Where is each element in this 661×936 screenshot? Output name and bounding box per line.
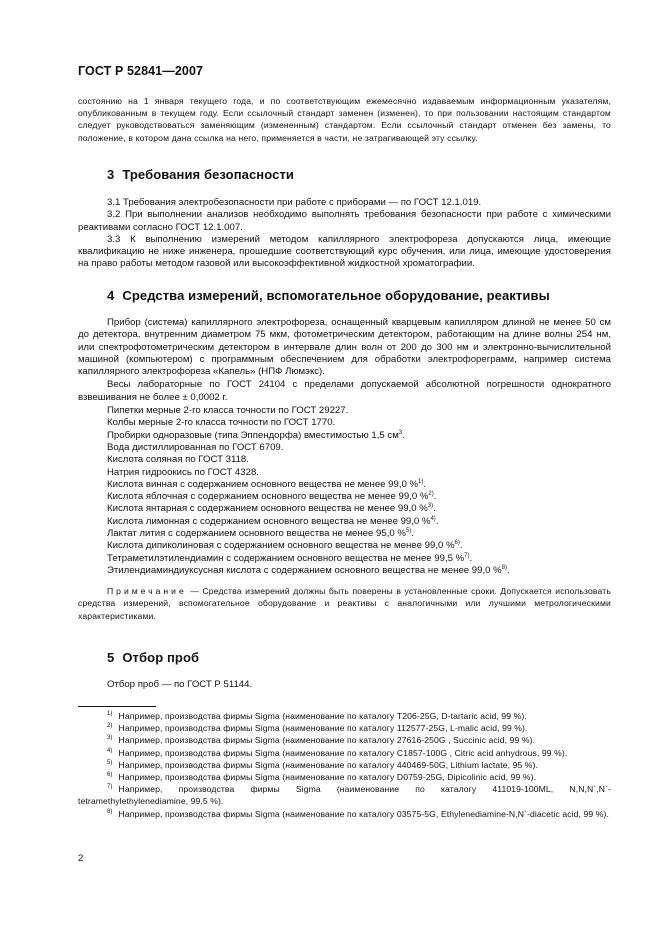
list-item: Кислота яблочная с содержанием основного вещества не менее 99,0 %$^{2)}$.: [107, 491, 437, 503]
section-4-body: [78, 317, 611, 622]
page-number: 2: [78, 853, 84, 864]
footnote-ref: 1): [418, 478, 424, 485]
clause-3-2: 3.2 При выполнении анализов необходимо выполнять требования безопасности при работе с химическими реактивами согласно ГОСТ 12.1.007.: [78, 209, 611, 233]
sampling-paragraph: Отбор проб — по ГОСТ Р 51144.: [107, 679, 253, 690]
footnote-ref: 2): [428, 491, 434, 498]
footnote-ref: 3): [427, 503, 434, 510]
footnote: $^{4)}$ Например, производства фирмы Sigma (наименование по каталогу C1857-100G , Citric acid anhydrous, 99 %).: [107, 747, 568, 758]
list-item: Натрия гидроокись по ГОСТ 4328.: [107, 466, 259, 478]
footnote: $^{5)}$ Например, производства фирмы Sigma (наименование по каталогу 440469-50G, Lithium lactate, 95 %).: [107, 759, 539, 770]
footnotes: [78, 710, 611, 820]
list-item: Кислота винная с содержанием основного вещества не менее 99,0 %$^{1)}$.: [107, 478, 427, 490]
note-text: — Средства измерений должны быть поверены в установленные сроки. Допускается использовать средства измерений, вспомогательное оборудование и реактивы с аналогичными или лучшими метрологическими характеристиками.: [78, 586, 611, 621]
list-item: Этилендиаминдиуксусная кислота с содержанием основного вещества не менее 99,0 %$^{8)}$.: [107, 564, 510, 576]
footnote: $^{6)}$ Например, производства фирмы Sigma (наименование по каталогу D0759-25G, Dipicolinic acid, 99 %).: [107, 772, 537, 783]
section-4-heading: [78, 288, 611, 303]
clause-3-1: 3.1 Требования электробезопасности при работе с приборами — по ГОСТ 12.1.019.: [107, 197, 482, 208]
section-4: [78, 288, 611, 303]
list-item: Кислота янтарная с содержанием основного вещества не менее 99,0 %$^{3)}$.: [107, 503, 436, 515]
section-number: 4: [107, 288, 115, 303]
section-number: 5: [107, 650, 115, 665]
continuation-paragraph: состоянию на 1 января текущего года, и по соответствующим ежемесячно издаваемым информационным указателям, опубликованным в текущем году. Если ссылочный стандарт заменен (изменен), то при пользовании настоящим стандартом следует руководствоваться заменяющим (измененным) стандартом. Если ссылочный стандарт отменен без замены, то положение, в котором дана ссылка на него, применяется в части, не затрагивающей эту ссылку.: [78, 96, 611, 143]
scales-paragraph: Весы лабораторные по ГОСТ 24104 с пределами допускаемой абсолютной погрешности однократного взвешивания не более ± 0,0002 г.: [78, 379, 611, 403]
footnote-ref: 5): [405, 528, 412, 535]
section-title: Требования безопасности: [122, 167, 295, 182]
footnote-ref: 4): [430, 515, 436, 522]
list-item: Колбы мерные 2-го класса точности по ГОСТ 1770.: [107, 417, 336, 429]
footnote: $^{3)}$ Например, производства фирмы Sigma (наименование по каталогу 27616-250G , Succinic acid, 99 %).: [107, 735, 536, 746]
footnote: $^{2)}$ Например, производства фирмы Sigma (наименование по каталогу 112577-25G, L-malic acid, 99 %).: [107, 723, 528, 734]
document-header: ГОСТ Р 52841—2007: [78, 64, 204, 78]
section-title: Отбор проб: [122, 650, 200, 665]
continuation-paragraph-block: [78, 95, 611, 144]
footnote: $^{8)}$ Например, производства фирмы Sigma (наименование по каталогу 03575-5G, Ethylenediamine-N,N`-diacetic acid, 99 %).: [107, 808, 609, 819]
section-title: Средства измерений, вспомогательное оборудование, реактивы: [122, 288, 550, 303]
section-5-heading: [78, 650, 611, 665]
clause-3-3: 3.3 К выполнению измерений методом капиллярного электрофореза допускаются лица, имеющие квалификацию не ниже инженера, прошедшие соответствующий курс обучения, или лица, имеющие удостоверения на право работы методом газовой или высокоэффективной жидкостной хроматографии.: [78, 233, 611, 270]
footnote: $^{1)}$ Например, производства фирмы Sigma (наименование по каталогу T206-25G, D-tartaric acid, 99 %).: [107, 711, 527, 721]
footnote-ref: 6): [454, 540, 460, 547]
section-number: 3: [107, 167, 115, 182]
list-item: Пробирки одноразовые (типа Эппендорфа) вместимостью 1,5 $см^3$.: [107, 429, 405, 441]
reagents-list: [78, 405, 611, 577]
section-5-body: [78, 679, 611, 691]
section-3-heading: [78, 167, 611, 182]
note-paragraph: [78, 585, 611, 622]
list-item: Кислота соляная по ГОСТ 3118.: [107, 454, 249, 466]
footnote-ref: 7): [464, 552, 470, 559]
footnote: $^{7)}$ Например, производства фирмы Sigma (наименование по каталогу 411019-100ML, N,N,N`,N`-tetramethylethylenediamine, 99,5 %).: [78, 784, 611, 807]
footnote-divider: [78, 706, 156, 707]
section-3: [78, 167, 611, 182]
list-item: Кислота лимонная с содержанием основного вещества не менее 99,0 %$^{4)}$.: [107, 515, 439, 527]
list-item: Лактат лития с содержанием основного вещества не менее 95,0 %$^{5)}$.: [107, 528, 414, 540]
list-item: Кислота дипиколиновая с содержанием основного вещества не менее 99,0 %$^{6)}$.: [107, 540, 463, 552]
list-item: Тетраметилэтилендиамин с содержанием основного вещества не менее 99,5 %$^{7)}$.: [107, 552, 473, 564]
section-5: [78, 650, 611, 665]
list-item: Пипетки мерные 2-го класса точности по ГОСТ 29227.: [107, 405, 349, 417]
list-item: Вода дистиллированная по ГОСТ 6709.: [107, 441, 284, 453]
section-3-body: [78, 197, 611, 271]
footnote-ref: 8): [501, 564, 507, 571]
equipment-paragraph: Прибор (система) капиллярного электрофореза, оснащенный кварцевым капилляром длиной не менее 50 см до детектора, внутренним диаметром 75 мкм, фотометрическим детектором, работающим на длине волны 254 нм, или спектрофотометрическим детектором в интервале длин волн от 200 до 300 нм и электронно-вычислительной машиной (компьютером) с программным обеспечением для обработки электрофореграмм, например система капиллярного электрофореза «Капель» (НПФ Люмэкс).: [78, 317, 611, 378]
note-label: Примечание: [107, 586, 187, 597]
